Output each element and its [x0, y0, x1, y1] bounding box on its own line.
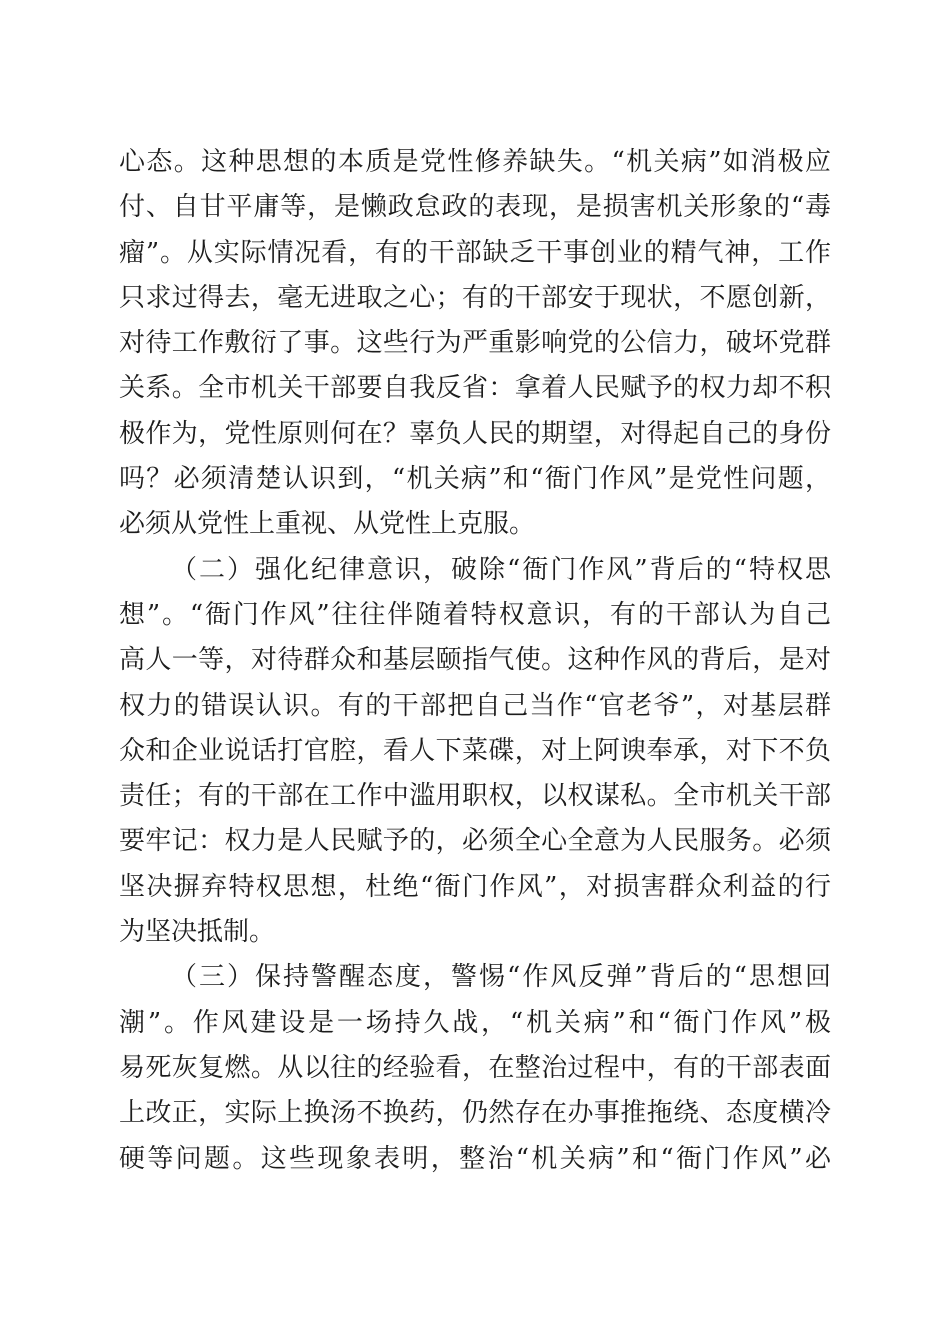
paragraph-1-line-4: 只求过得去，毫无进取之心；有的干部安于现状，不愿创新，: [119, 282, 831, 313]
paragraph-3-line-3: 易死灰复燃。从以往的经验看，在整治过程中，有的干部表面: [119, 1052, 831, 1083]
paragraph-2-line-5: 众和企业说话打官腔，看人下菜碟，对上阿谀奉承，对下不负: [119, 735, 831, 766]
paragraph-1-line-3: 瘤”。从实际情况看，有的干部缺乏干事创业的精气神，工作: [119, 237, 831, 268]
paragraph-2-line-6: 责任；有的干部在工作中滥用职权，以权谋私。全市机关干部: [119, 781, 831, 812]
paragraph-2-line-4: 权力的错误认识。有的干部把自己当作“官老爷”，对基层群: [119, 690, 831, 721]
paragraph-2-heading-line: （二）强化纪律意识，破除“衙门作风”背后的“特权思: [171, 554, 831, 585]
paragraph-2-line-2: 想”。“衙门作风”往往伴随着特权意识，有的干部认为自己: [119, 599, 831, 630]
paragraph-1-line-1: 心态。这种思想的本质是党性修养缺失。“机关病”如消极应: [119, 147, 831, 177]
body-text: [119, 140, 831, 1182]
paragraph-1-line-8: 吗？必须清楚认识到，“机关病”和“衙门作风”是党性问题，: [119, 464, 831, 495]
paragraph-2-line-3: 高人一等，对待群众和基层颐指气使。这种作风的背后，是对: [119, 645, 831, 676]
paragraph-1-line-5: 对待工作敷衍了事。这些行为严重影响党的公信力，破坏党群: [119, 328, 831, 359]
paragraph-3-heading-line: （三）保持警醒态度，警惕“作风反弹”背后的“思想回: [171, 962, 831, 993]
paragraph-2-line-7: 要牢记：权力是人民赋予的，必须全心全意为人民服务。必须: [119, 826, 831, 857]
paragraph-1-line-9: 必须从党性上重视、从党性上克服。: [119, 509, 536, 540]
paragraph-1-line-6: 关系。全市机关干部要自我反省：拿着人民赋予的权力却不积: [119, 373, 831, 404]
paragraph-1-line-2: 付、自甘平庸等，是懒政怠政的表现，是损害机关形象的“毒: [119, 192, 831, 223]
paragraph-2-line-8: 坚决摒弃特权思想，杜绝“衙门作风”，对损害群众利益的行: [119, 871, 831, 902]
paragraph-1-line-7: 极作为，党性原则何在？辜负人民的期望，对得起自己的身份: [119, 418, 831, 449]
paragraph-2-line-9: 为坚决抵制。: [119, 917, 276, 948]
paragraph-3-line-5: 硬等问题。这些现象表明，整治“机关病”和“衙门作风”必: [119, 1143, 831, 1174]
paragraph-3-line-2: 潮”。作风建设是一场持久战，“机关病”和“衙门作风”极: [119, 1007, 831, 1038]
paragraph-3-line-4: 上改正，实际上换汤不换药，仍然存在办事推拖绕、态度横冷: [119, 1098, 831, 1129]
